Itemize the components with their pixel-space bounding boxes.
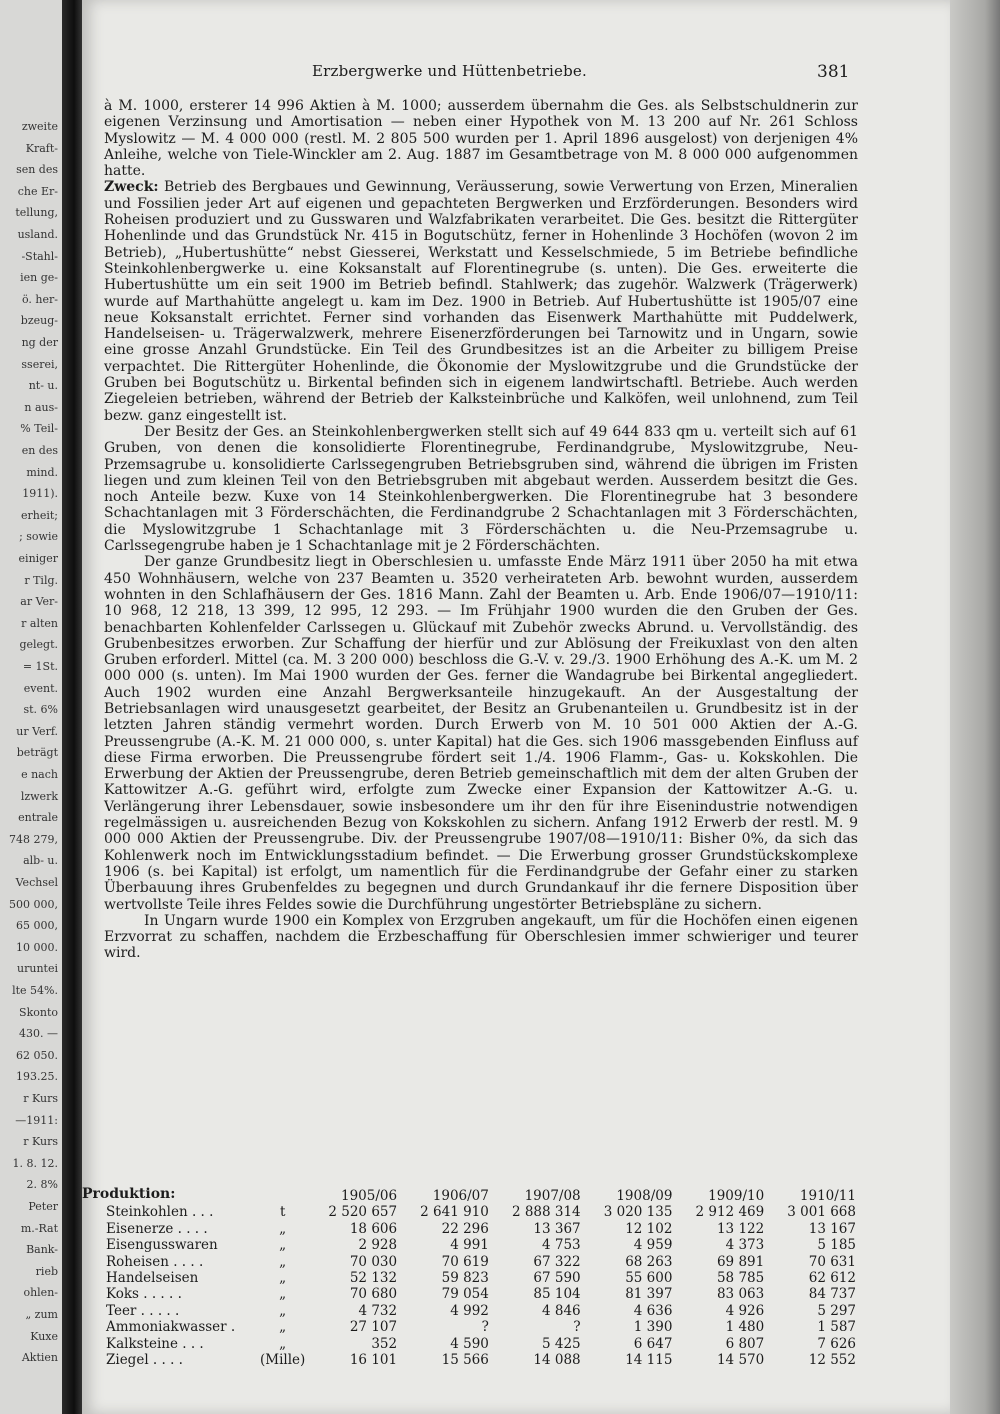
row-label: Steinkohlen . . . [106, 1204, 214, 1221]
page [82, 0, 950, 1414]
left-page-fragment: lte 54%. [12, 984, 58, 997]
table-cell: 55 600 [625, 1270, 673, 1287]
table-row [104, 1336, 858, 1352]
row-label: Eisenerze . . . . [106, 1220, 208, 1237]
table-cell: 67 590 [533, 1270, 581, 1287]
page-header [82, 62, 950, 84]
left-page-fragment: zweite [21, 120, 58, 133]
paragraph-text: Der Besitz der Ges. an Steinkohlenbergwerken stellt sich auf 49 644 833 qm u. verteilt sich auf 61 Gruben, von denen die konsolidierte Florentinegrube, Ferdinandgrube, Myslowitzgrube, Neu-Przemsagrube u. konsolidierte Carlssegengruben Betriebsgruben sind, während die übrigen im Fristen liegen und zum kleinen Teil von den Betriebsgruben mit abgebaut werden. Ausserdem besitzt die Ges. noch Anteile bezw. Kuxe von 14 Steinkohlenbergwerken. Die Florentinegrube hat 3 besondere Schachtanlagen mit 3 Förderschächten, die Ferdinandgrube 2 Schachtanlagen mit 3 Förderschächten, die Myslowitzgrube 1 Schachtanlage mit 3 Förderschächten u. die Neu-Przemsagrube u. Carlssegengrube haben je 1 Schachtanlage mit je 2 Förderschächten. [104, 423, 858, 555]
table-cell: 2 888 314 [511, 1204, 581, 1221]
left-page-fragment: 2. 8% [26, 1178, 58, 1192]
paragraph-label: Zweck: [104, 179, 159, 196]
left-page-fragment: 430. — [19, 1027, 58, 1041]
left-page-fragment: r alten [21, 616, 58, 630]
production-title: Produktion: [82, 1186, 176, 1202]
left-page-margin [0, 0, 62, 1414]
table-cell: 6 647 [633, 1335, 673, 1352]
left-page-fragment: ; sowie [19, 530, 58, 544]
table-cell: 68 263 [625, 1253, 673, 1270]
row-unit: „ [279, 1319, 287, 1336]
row-label: Ziegel . . . . [106, 1352, 183, 1369]
table-row [104, 1352, 858, 1368]
left-page-fragment: 748 279, [9, 832, 58, 846]
left-page-fragment: einiger [18, 552, 58, 565]
row-label: Koks . . . . . [106, 1286, 182, 1303]
body-text [104, 98, 858, 962]
table-cell: 15 566 [441, 1352, 489, 1369]
running-head: Erzbergwerke und Hüttenbetriebe. [312, 62, 587, 80]
table-cell: 1 587 [817, 1319, 856, 1336]
year-header: 1906/07 [432, 1188, 489, 1204]
left-page-fragment: st. 6% [23, 703, 58, 717]
row-unit: „ [279, 1220, 287, 1237]
left-page-fragment: Peter [28, 1200, 58, 1213]
left-page-fragment: = 1St. [22, 660, 58, 673]
row-unit: „ [279, 1253, 287, 1270]
left-page-fragment: n aus- [24, 400, 58, 414]
table-cell: 1 390 [633, 1319, 673, 1336]
production-header-row [104, 1188, 858, 1204]
left-page-fragment: r Tilg. [24, 573, 58, 587]
left-page-fragment: en des [21, 444, 58, 457]
row-unit: „ [279, 1335, 287, 1352]
table-cell: 69 891 [716, 1253, 765, 1270]
paragraph-zweck [104, 179, 858, 423]
table-cell: 14 115 [625, 1352, 673, 1369]
left-page-fragment: Bank- [26, 1243, 58, 1257]
left-page-fragment: sen des [16, 163, 58, 177]
left-page-fragment: Kraft- [25, 141, 58, 155]
table-cell: 4 991 [450, 1237, 489, 1254]
left-page-fragment: 1911). [22, 487, 58, 501]
left-page-fragment: Aktien [21, 1351, 58, 1365]
year-header: 1907/08 [524, 1188, 581, 1204]
left-page-fragment: erheit; [20, 508, 58, 522]
table-cell: 2 928 [358, 1237, 398, 1254]
row-label: Roheisen . . . . [106, 1253, 204, 1270]
left-page-fragment: 10 000. [16, 940, 58, 954]
table-cell: 12 552 [808, 1352, 856, 1369]
table-cell: 4 959 [633, 1237, 673, 1254]
left-page-fragment: che Er- [17, 184, 58, 198]
paragraph-text: Der ganze Grundbesitz liegt in Oberschlesien u. umfasste Ende März 1911 über 2050 ha mit etwa 450 Wohnhäusern, welche von 237 Beamten u. 3520 verheirateten Arb. bewohnt wurden, ausserdem wohnten in den Schlafhäusern der Ges. 1816 Mann. Zahl der Beamten u. Arb. Ende 1906/07—1910/11: 10 968, 12 218, 13 399, 12 995, 12 293. — Im Frühjahr 1900 wurden die den Gruben der Ges. benachbarten Kohlenfelder Carlssegen u. Glückauf mit Zubehör zwecks Abrund. u. Vervollständig. des Grubenbesitzes erworben. Zur Schaffung der hierfür und zur Ablösung der Freikuxlast von den alten Gruben erforderl. Mittel (ca. M. 3 200 000) beschloss die G.-V. v. 29./3. 1900 Erhöhung des A.-K. um M. 2 000 000 (s. unten). Im Mai 1900 wurden der Ges. ferner die Wandagrube bei Birkental angegliedert. Auch 1902 wurden eine Anzahl Bergwerksanteile hinzugekauft. An der Ausgestaltung der Betriebsanlagen wird unausgesetzt gearbeitet, der Besitz an Grubenanteilen u. Grundbesitz ist in der letzten Jahren ständig vermehrt worden. Durch Erwerb von M. 10 501 000 Aktien der A.-G. Preussengrube (A.-K. M. 21 000 000, s. unter Kapital) hat die Ges. sich 1906 massgebenden Einfluss auf diese Firma erworben. Die Preussengrube fördert seit 1./4. 1906 Flamm-, Gas- u. Kokskohlen. Die Erwerbung der Aktien der Preussengrube, deren Betrieb gemeinschaftlich mit dem der alten Gruben der Kattowitzer A.-G. geführt wird, erfolgte zum Zwecke einer Expansion der Kattowitzer A.-G. u. Verlängerung ihrer Lebensdauer, sowie insbesondere um ihr den für ihre Eisenindustrie notwendigen regelmässigen u. ausreichenden Bezug von Kokskohlen zu sichern. Anfang 1912 Erwerb der restl. M. 9 000 000 Aktien der Preussengrube. Div. der Preussengrube 1907/08—1910/11: Bisher 0%, da sich das Kohlenwerk noch im Entwicklungsstadium befindet. — Die Erwerbung grosser Grundstückskomplexe 1906 (s. bei Kapital) ist erfolgt, um namentlich für die Ferdinandgrube der Gefahr einer zu starken Überbauung ihres Grubenfeldes zu begegnen und durch Grundankauf ihr die fernere Disposition über wertvollste Teile ihres Feldes sowie die Durchführung ungestörter Betriebspläne zu sichern. [104, 554, 858, 913]
paragraph [104, 554, 858, 913]
left-page-fragment: 500 000, [9, 897, 58, 911]
left-page-fragment: uruntei [17, 962, 58, 976]
table-cell: 4 373 [725, 1237, 765, 1254]
left-page-fragment: ng der [21, 336, 58, 349]
table-cell: 2 912 469 [695, 1204, 765, 1221]
table-row [104, 1254, 858, 1270]
left-page-fragment: e nach [21, 768, 58, 781]
book-gutter [62, 0, 82, 1414]
table-cell: 3 001 668 [787, 1204, 856, 1221]
table-cell: 79 054 [441, 1286, 489, 1303]
left-page-fragment: Vechsel [15, 876, 58, 889]
row-unit: „ [279, 1286, 287, 1303]
table-cell: 5 297 [817, 1302, 856, 1319]
year-header: 1910/11 [799, 1188, 856, 1204]
left-page-fragment: m.-Rat [20, 1221, 58, 1235]
table-cell: 12 102 [625, 1220, 673, 1237]
header-unit-cell [258, 1188, 307, 1204]
table-cell: 13 122 [716, 1220, 765, 1237]
table-cell: 13 167 [808, 1220, 856, 1237]
left-page-fragment: alb- u. [23, 854, 58, 868]
page-edge [950, 0, 1000, 1414]
row-label: Handelseisen [106, 1270, 199, 1287]
row-unit: (Mille) [260, 1352, 306, 1369]
row-unit: „ [279, 1270, 287, 1287]
paragraph [104, 913, 858, 962]
table-cell: 62 612 [808, 1270, 856, 1287]
table-cell: 4 590 [450, 1335, 489, 1352]
table-row [104, 1303, 858, 1319]
table-cell: 4 846 [542, 1302, 581, 1319]
left-page-fragment: beträgt [16, 746, 58, 760]
row-label: Eisengusswaren [106, 1237, 218, 1254]
table-cell: 4 992 [450, 1302, 489, 1319]
table-cell: 2 641 910 [420, 1204, 489, 1221]
table-cell: 85 104 [533, 1286, 581, 1303]
table-row [104, 1237, 858, 1253]
left-page-fragment: nt- u. [28, 379, 58, 393]
header-label-cell [104, 1188, 258, 1204]
table-cell: 70 680 [349, 1286, 398, 1303]
left-page-fragment: 193.25. [16, 1070, 58, 1084]
row-unit: t [279, 1204, 286, 1221]
row-label: Ammoniakwasser . [106, 1319, 236, 1336]
paragraph [104, 98, 858, 179]
row-label: Kalksteine . . . [106, 1335, 204, 1352]
table-cell: 22 296 [441, 1220, 489, 1237]
table-cell: 3 020 135 [603, 1204, 673, 1221]
paragraph-text: Betrieb des Bergbaues und Gewinnung, Veräusserung, sowie Verwertung von Erzen, Mineralien und Fossilien jeder Art auf eigenen und gepachteten Bergwerken und Erzförderungen. Besonders wird Roheisen produziert und zu Gusswaren und Walzfabrikaten verarbeitet. Die Ges. besitzt die Rittergüter Hohenlinde und das Grundstück Nr. 415 in Bogutschütz, ferner in Hohenlinde 3 Hochöfen (wovon 2 im Betrieb), „Hubertushütte“ nebst Giesserei, Werkstatt und Kesselschmiede, 5 im Betriebe befindliche Steinkohlenbergwerke u. eine Koksanstalt auf Florentinegrube (s. unten). Die Ges. erweiterte die Hubertushütte um ein seit 1900 im Betrieb befindl. Stahlwerk; das zugehör. Walzwerk (Trägerwerk) wurde auf Marthahütte angelegt u. kam im Dez. 1900 in Betrieb. Auf Hubertushütte ist 1905/07 eine neue Koksanstalt errichtet. Ferner sind vorhanden das Eisenwerk Marthahütte mit Puddelwerk, Handelseisen- u. Trägerwalzwerk, mehrere Eisenerzförderungen bei Tarnowitz und in Ungarn, sowie eine grosse Anzahl Grundstücke. Ein Teil des Grundbesitzes ist an die Arbeiter zu billigem Preise verpachtet. Die Rittergüter Hohenlinde, die Ökonomie der Myslowitzgrube und die Grundstücke der Gruben bei Bogutschütz u. Birkental befinden sich in eigenem landwirtschaftl. Betriebe. Auch werden Ziegeleien betrieben, während der Betrieb der Kalksteinbrüche und Kalköfen, weil unlohnend, zum Teil bezw. ganz eingestellt ist. [104, 179, 858, 424]
year-header: 1905/06 [341, 1188, 398, 1204]
table-cell: 59 823 [441, 1270, 489, 1287]
left-page-fragment: Skonto [19, 1005, 58, 1019]
table-cell: 27 107 [349, 1319, 398, 1336]
table-cell: 352 [371, 1335, 398, 1352]
paragraph-text: In Ungarn wurde 1900 ein Komplex von Erzgruben angekauft, um für die Hochöfen einen eigenen Erzvorrat zu schaffen, nachdem die Erzbeschaffung für Oberschlesien immer schwieriger und teurer wird. [104, 912, 858, 962]
left-page-fragment: 1. 8. 12. [12, 1156, 58, 1170]
left-page-fragment: ar Ver- [20, 595, 58, 609]
left-page-fragment: gelegt. [19, 638, 58, 652]
left-page-fragment: event. [23, 681, 58, 695]
table-row [104, 1221, 858, 1237]
left-page-fragment: usland. [17, 228, 58, 241]
table-row [104, 1270, 858, 1286]
table-cell: 5 425 [542, 1335, 581, 1352]
table-row [104, 1204, 858, 1220]
table-cell: 5 185 [817, 1237, 856, 1254]
table-cell: 2 520 657 [328, 1204, 398, 1221]
left-page-fragment: —1911: [15, 1113, 58, 1127]
table-cell: 13 367 [533, 1220, 581, 1237]
table-cell: 84 737 [808, 1286, 856, 1303]
left-page-fragment: lzwerk [20, 789, 58, 803]
table-cell: 4 926 [725, 1302, 765, 1319]
left-page-fragment: tellung, [15, 206, 58, 220]
left-page-fragment: -Stahl- [21, 249, 58, 263]
left-page-fragment: % Teil- [20, 422, 58, 436]
table-cell: 14 570 [716, 1352, 765, 1369]
table-cell: 70 030 [349, 1253, 398, 1270]
table-cell: 4 753 [542, 1237, 581, 1254]
left-page-fragment: „ zum [25, 1308, 58, 1321]
left-page-fragment: mind. [26, 465, 58, 479]
table-cell: ? [573, 1319, 581, 1336]
table-row [104, 1286, 858, 1302]
paragraph [104, 424, 858, 554]
table-cell: 83 063 [716, 1286, 765, 1303]
table-cell: 67 322 [533, 1253, 581, 1270]
table-cell: 58 785 [716, 1270, 765, 1287]
table-cell: 1 480 [725, 1319, 765, 1336]
left-page-fragment: sserei, [21, 357, 58, 371]
row-unit: „ [279, 1302, 287, 1319]
left-page-fragment: r Kurs [23, 1135, 58, 1149]
table-cell: 70 619 [441, 1253, 489, 1270]
left-page-fragment: Kuxe [30, 1329, 58, 1343]
table-cell: 16 101 [349, 1352, 398, 1369]
row-label: Teer . . . . . [106, 1302, 180, 1319]
table-cell: 6 807 [725, 1335, 765, 1352]
left-page-fragment: 62 050. [16, 1048, 58, 1062]
left-page-fragment: ien ge- [20, 271, 58, 285]
left-page-fragment: entrale [18, 811, 58, 825]
year-header: 1909/10 [708, 1188, 765, 1204]
left-page-fragment: 65 000, [16, 919, 58, 933]
row-unit: „ [279, 1237, 287, 1254]
left-page-fragment: bzeug- [20, 314, 58, 328]
table-row [104, 1319, 858, 1335]
left-page-fragment: rieb [35, 1264, 58, 1278]
year-header: 1908/09 [616, 1188, 673, 1204]
table-cell: 4 732 [358, 1302, 398, 1319]
table-cell: 81 397 [625, 1286, 673, 1303]
left-page-fragment: r Kurs [23, 1092, 58, 1105]
table-cell: 4 636 [633, 1302, 673, 1319]
left-page-fragment: ohlen- [23, 1286, 58, 1300]
page-number: 381 [817, 62, 850, 82]
left-page-fragment: ur Verf. [16, 724, 58, 738]
table-cell: 70 631 [808, 1253, 856, 1270]
production-table [104, 1188, 858, 1368]
table-cell: 18 606 [349, 1220, 398, 1237]
table-cell: ? [481, 1319, 489, 1336]
table-cell: 7 626 [817, 1335, 856, 1352]
table-cell: 52 132 [349, 1270, 398, 1287]
left-page-fragment: ö. her- [22, 292, 58, 306]
paragraph-text: à M. 1000, ersterer 14 996 Aktien à M. 1000; ausserdem übernahm die Ges. als Selbstschuldnerin zur eigenen Verzinsung und Amortisation — neben einer Hypothek von M. 13 200 auf Nr. 261 Schloss Myslowitz — M. 4 000 000 (restl. M. 2 805 500 wurden per 1. April 1896 ausgelost) von derjenigen 4% Anleihe, welche von Tiele-Winckler am 2. Aug. 1887 im Gesamtbetrage von M. 8 000 000 aufgenommen hatte. [104, 98, 858, 180]
table-cell: 14 088 [533, 1352, 581, 1369]
